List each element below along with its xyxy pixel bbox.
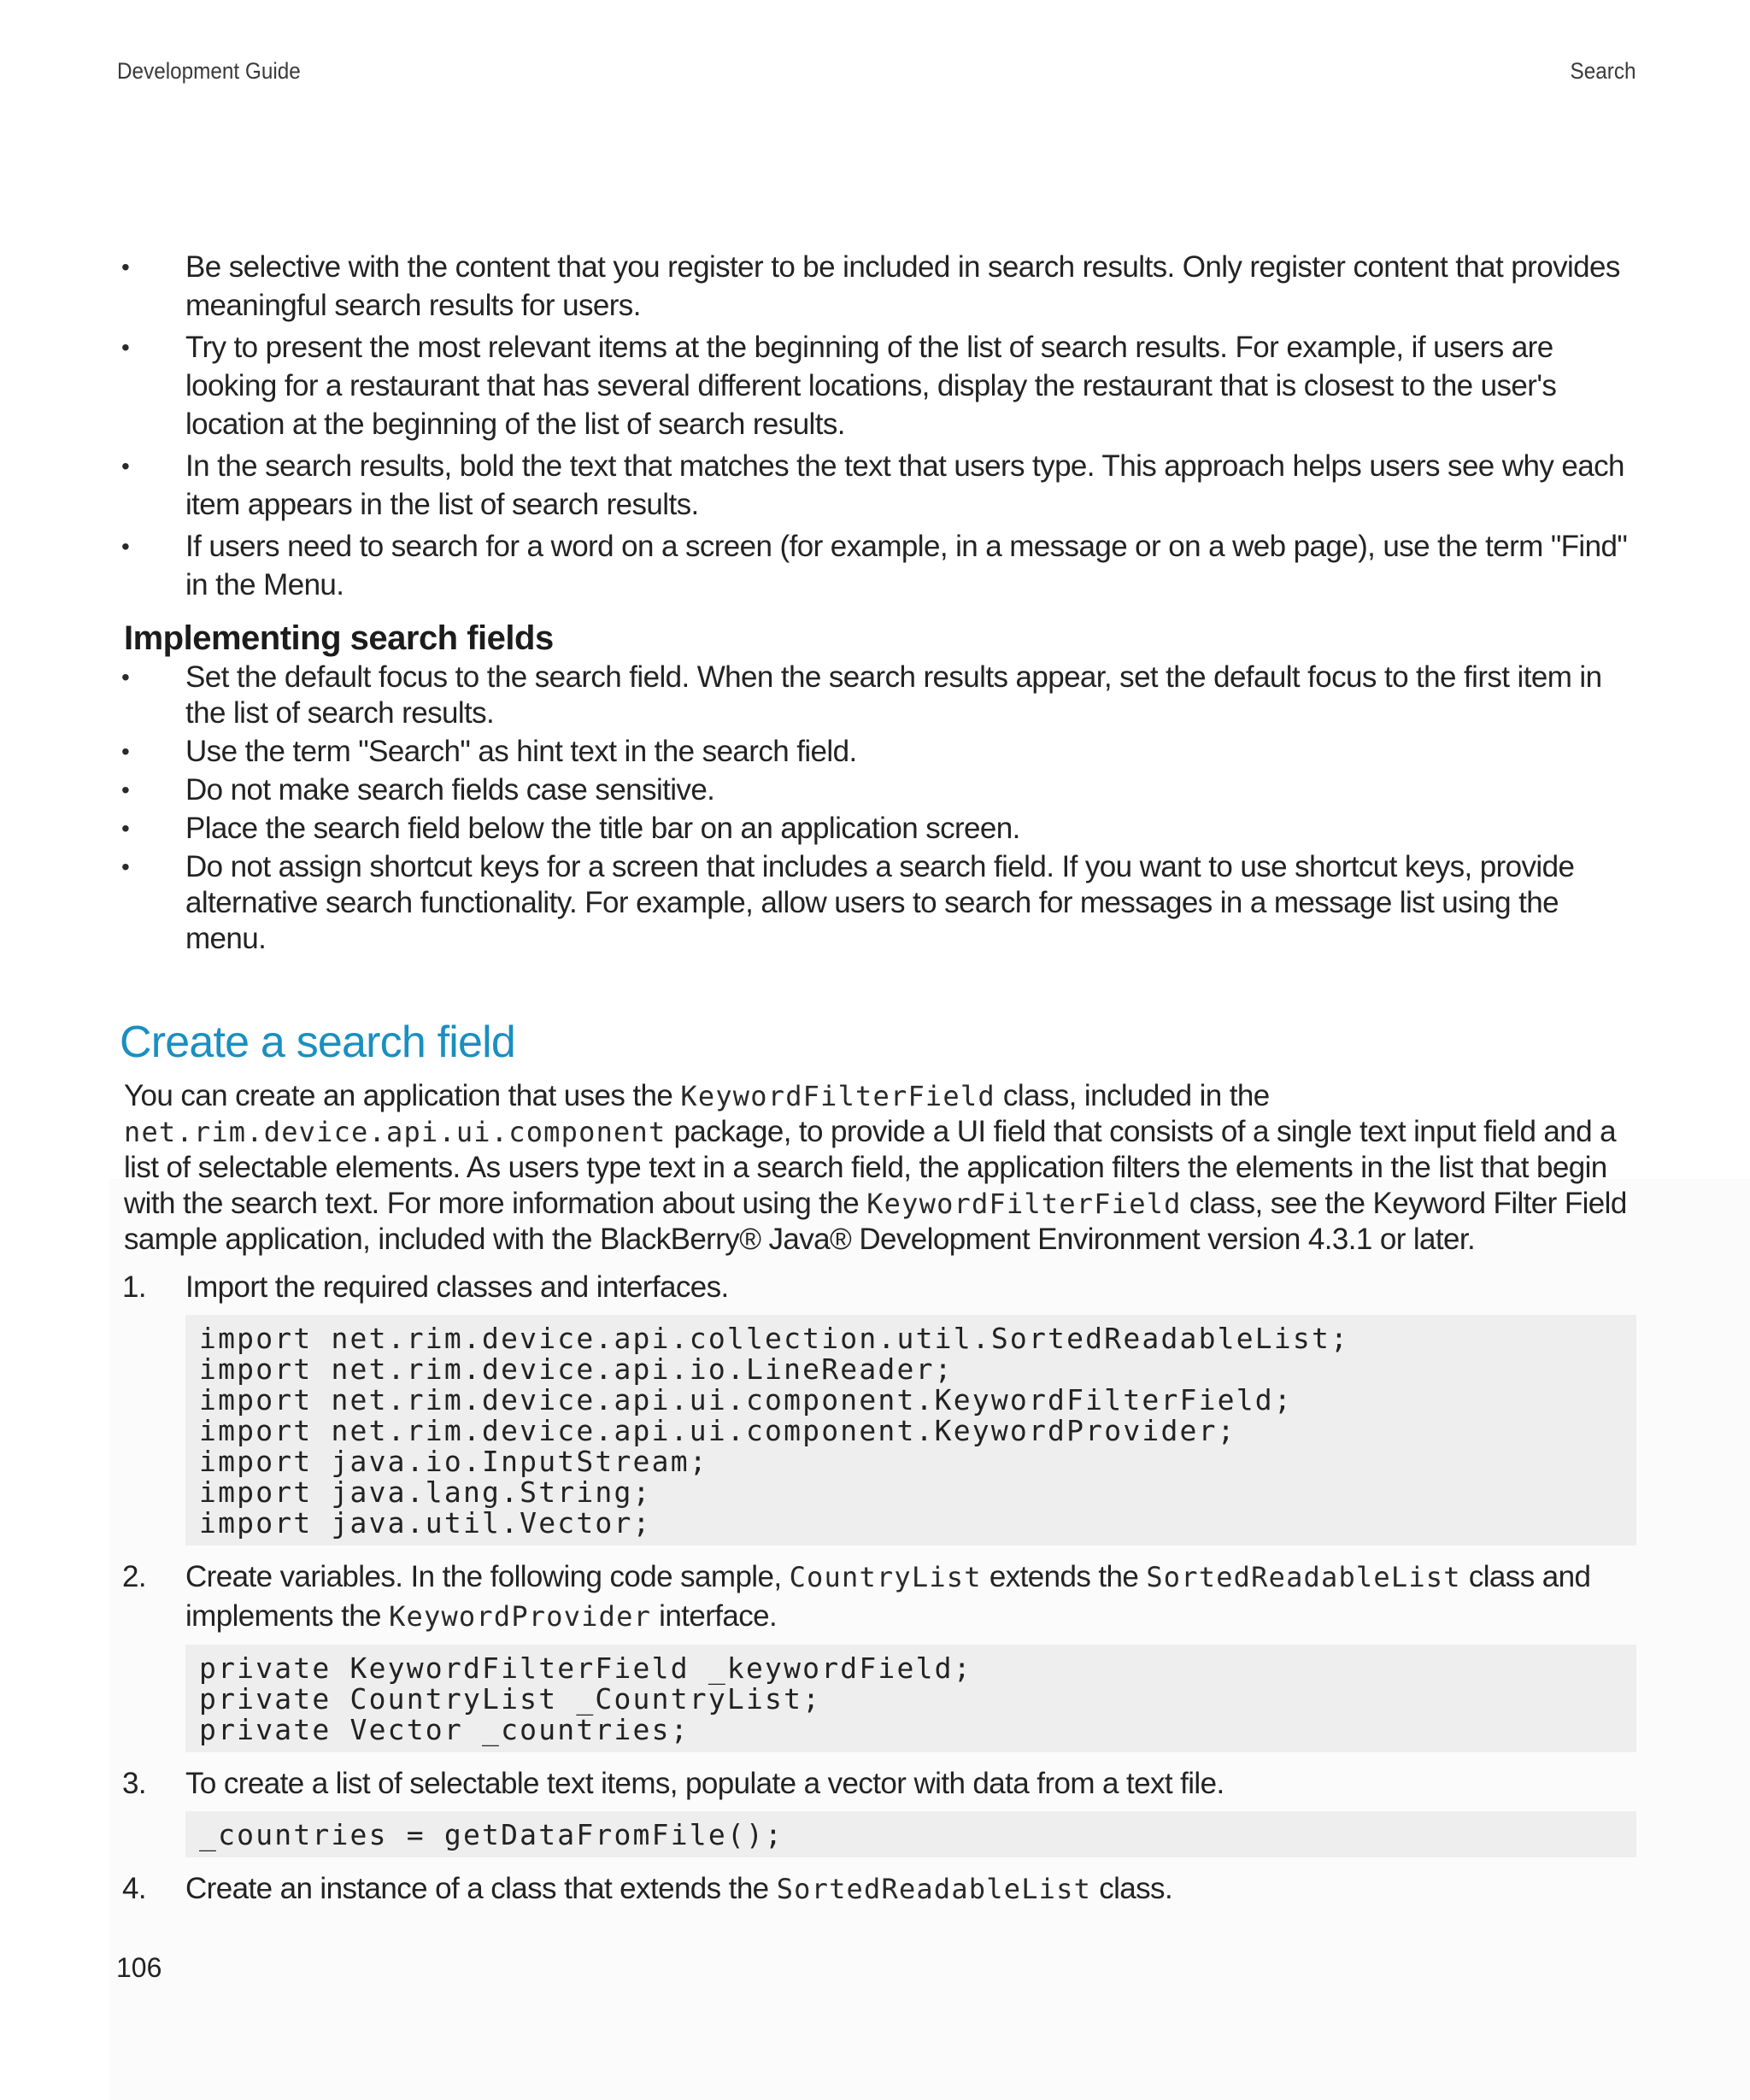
intro-paragraph: You can create an application that uses the KeywordFilterField class, included in the net.rim.device.api.ui.component package, to provide a UI field that consists of a single text input field and a list of selectable elements. As users type text in a search field, the application filters the elements in the list that begin with the search text. For more information about using the KeywordFilterField class, see the Keyword Filter Field sample application, included with the BlackBerry® Java® Development Environment version 4.3.1 or later.	[124, 1079, 1627, 1256]
list-item: • In the search results, bold the text that matches the text that users type. This approach helps users see why each item appears in the list of search results.	[120, 447, 1636, 524]
step-4: 4. Create an instance of a class that extends the SortedReadableList class.	[122, 1872, 1173, 1905]
bullet-icon: •	[121, 334, 130, 361]
code-block: import net.rim.device.api.collection.util.SortedReadableList; import net.rim.device.api.io.LineReader; import net.rim.device.api.ui.component.KeywordFilterField; import net.rim.device.api.ui.component.KeywordProvider; import java.io.InputStream; import java.lang.String; import java.util.Vector;	[185, 1315, 1636, 1546]
list-item: • Be selective with the content that you register to be included in search results. Only register content that provides meaningful search results for users.	[120, 248, 1636, 325]
code-block: _countries = getDataFromFile();	[185, 1811, 1636, 1857]
section-title: Create a search field	[120, 1018, 516, 1067]
bullet-icon: •	[121, 738, 130, 765]
step-1: 1. Import the required classes and interfaces.	[122, 1270, 729, 1304]
subsection-heading: Implementing search fields	[124, 619, 554, 657]
list-item: • Use the term "Search" as hint text in the search field.	[121, 735, 857, 768]
inline-code: net.rim.device.api.ui.component	[124, 1116, 667, 1148]
inline-code: KeywordFilterField	[680, 1080, 995, 1112]
implementing-list	[120, 660, 1636, 957]
list-item: • Do not assign shortcut keys for a screen that includes a search field. If you want to use shortcut keys, provide alternative search functionality. For example, allow users to search for messages in a message list using the menu.	[121, 850, 1575, 955]
bullet-icon: •	[121, 453, 130, 479]
step-3: 3. To create a list of selectable text items, populate a vector with data from a text file.	[122, 1767, 1224, 1800]
running-header-left: Development Guide	[117, 58, 301, 84]
bullet-icon: •	[121, 664, 130, 690]
inline-code: SortedReadableList	[776, 1873, 1092, 1905]
inline-code: KeywordFilterField	[866, 1188, 1182, 1220]
step-2: 2. Create variables. In the following code sample, CountryList extends the SortedReadableList class and implements the KeywordProvider interface.	[122, 1560, 1591, 1633]
page-content	[120, 248, 1636, 1909]
inline-code: SortedReadableList	[1146, 1561, 1461, 1593]
list-item: • Set the default focus to the search field. When the search results appear, set the default focus to the first item in the list of search results.	[121, 660, 1602, 730]
list-item: • If users need to search for a word on a screen (for example, in a message or on a web page), use the term "Find" in the Menu.	[120, 527, 1636, 604]
page-number: 106	[116, 1952, 162, 1983]
inline-code: KeywordProvider	[389, 1600, 652, 1633]
guideline-list	[120, 248, 1636, 604]
list-item: • Place the search field below the title bar on an application screen.	[121, 812, 1020, 845]
inline-code: CountryList	[789, 1561, 982, 1593]
bullet-icon: •	[121, 777, 130, 803]
code-block: private KeywordFilterField _keywordField; private CountryList _CountryList; private Vector _countries;	[185, 1645, 1636, 1752]
bullet-icon: •	[121, 815, 130, 842]
bullet-icon: •	[121, 853, 130, 880]
list-item: • Do not make search fields case sensitive.	[121, 773, 715, 807]
bullet-icon: •	[121, 533, 130, 560]
bullet-icon: •	[121, 254, 130, 280]
list-item: • Try to present the most relevant items at the beginning of the list of search results. For example, if users are looking for a restaurant that has several different locations, display the restaurant that is closest to the user's location at the beginning of the list of search results.	[120, 328, 1636, 443]
running-header-right: Search	[1570, 58, 1636, 84]
